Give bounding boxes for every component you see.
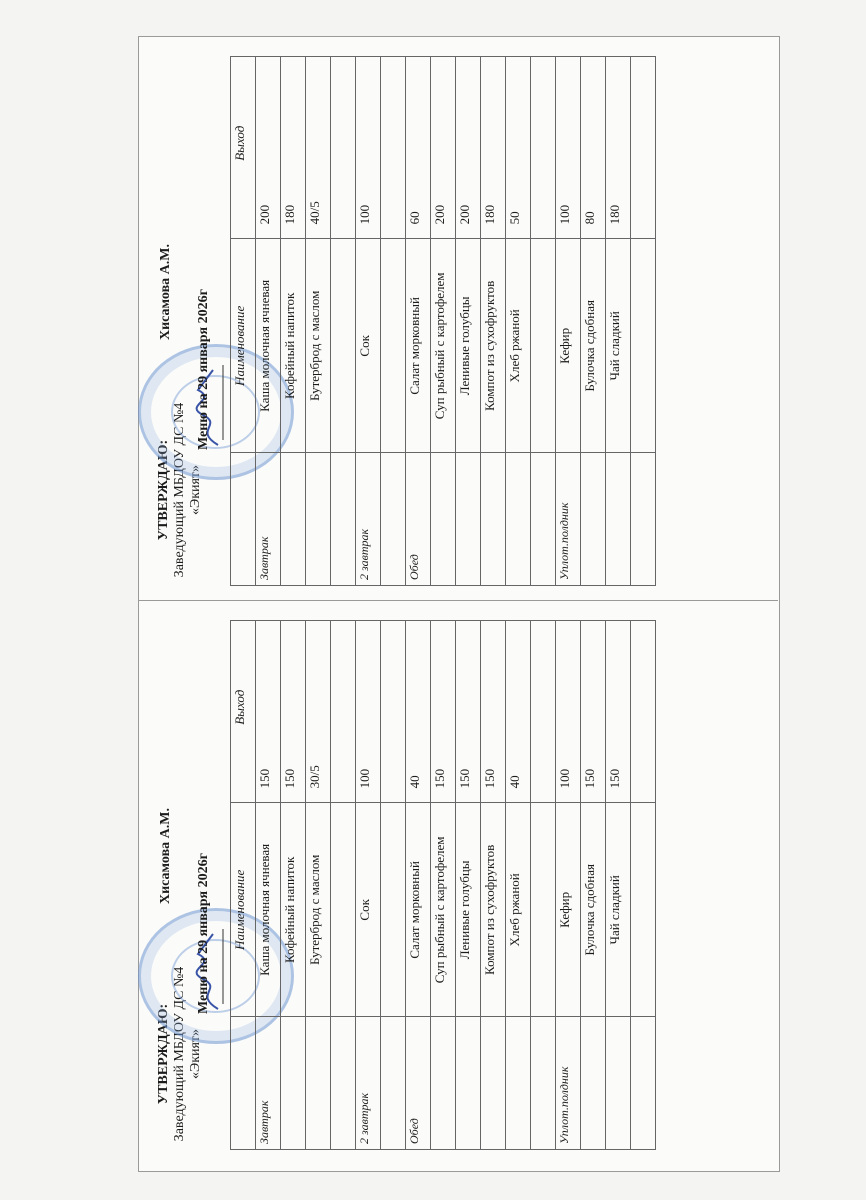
meal-cell [431,1017,456,1150]
meal-cell [581,453,606,586]
output-cell [531,57,556,239]
menu-table [230,620,656,1150]
meal-cell [531,453,556,586]
dish-cell: Компот из сухофруктов [481,803,506,1017]
output-cell: 50 [506,57,531,239]
output-cell: 150 [481,621,506,803]
dish-cell: Суп рыбный с картофелем [431,803,456,1017]
meal-cell [606,453,631,586]
meal-cell [381,1017,406,1150]
table-row [331,57,356,586]
menu-table [230,56,656,586]
output-cell: 180 [606,57,631,239]
table-row [331,621,356,1150]
meal-cell [481,453,506,586]
output-cell: 150 [256,621,281,803]
col-output-header: Выход [231,621,256,803]
meal-cell [631,1017,656,1150]
dish-cell: Кефир [556,239,581,453]
dish-cell: Компот из сухофруктов [481,239,506,453]
table-row [306,621,331,1150]
table-row [506,57,531,586]
output-cell: 30/5 [306,621,331,803]
table-row [506,621,531,1150]
table-row [281,57,306,586]
table-row [581,621,606,1150]
table-row [556,621,581,1150]
meal-cell [606,1017,631,1150]
menu-panel-older [138,40,778,600]
output-cell: 150 [606,621,631,803]
meal-cell [456,453,481,586]
page-divider [138,600,778,601]
output-cell [331,621,356,803]
dish-cell: Суп рыбный с картофелем [431,239,456,453]
dish-cell [631,803,656,1017]
meal-cell [581,1017,606,1150]
signer-name: Хисамова А.М. [158,244,173,340]
meal-cell [331,453,356,586]
menu-date: Меню на 29 января 2026г [196,853,211,1014]
dish-cell: Чай сладкий [606,803,631,1017]
table-row [381,621,406,1150]
col-meal-header [231,453,256,586]
signer-name: Хисамова А.М. [158,808,173,904]
dish-cell: Кефир [556,803,581,1017]
output-cell: 150 [281,621,306,803]
meal-cell [456,1017,481,1150]
output-cell: 200 [256,57,281,239]
output-cell: 40 [406,621,431,803]
output-cell [381,57,406,239]
dish-cell: Сок [356,239,381,453]
output-cell: 200 [431,57,456,239]
meal-cell: Уплот.полдник [556,453,581,586]
meal-cell [506,1017,531,1150]
table-row [256,621,281,1150]
output-cell [531,621,556,803]
table-row [406,57,431,586]
meal-cell [306,453,331,586]
table-row [256,57,281,586]
table-row [531,57,556,586]
output-cell: 100 [356,57,381,239]
table-row [631,621,656,1150]
dish-cell [331,803,356,1017]
dish-cell: Хлеб ржаной [506,239,531,453]
table-row [281,621,306,1150]
output-cell: 40 [506,621,531,803]
output-cell [631,621,656,803]
meal-cell [381,453,406,586]
meal-cell [506,453,531,586]
dish-cell: Салат морковный [406,239,431,453]
table-row [431,57,456,586]
meal-cell: Завтрак [256,453,281,586]
approval-position: Заведующий МБДОУ ДС №4 [172,402,187,578]
meal-cell: 2 завтрак [356,453,381,586]
col-output-header: Выход [231,57,256,239]
table-row [556,57,581,586]
output-cell: 60 [406,57,431,239]
output-cell: 150 [456,621,481,803]
meal-cell: Обед [406,1017,431,1150]
table-row [581,57,606,586]
output-cell: 100 [556,621,581,803]
output-cell: 200 [456,57,481,239]
meal-cell [631,453,656,586]
dish-cell [381,239,406,453]
dish-cell: Ленивые голубцы [456,803,481,1017]
dish-cell [331,239,356,453]
dish-cell: Ленивые голубцы [456,239,481,453]
dish-cell [631,239,656,453]
approval-heading: УТВЕРЖДАЮ: [156,1003,171,1105]
table-row [531,621,556,1150]
table-row [456,621,481,1150]
col-name-header: Наименование [231,803,256,1017]
approval-org: «Экият» [188,464,203,516]
approval-position: Заведующий МБДОУ ДС №4 [172,966,187,1142]
table-row [356,621,381,1150]
table-row [431,621,456,1150]
dish-cell: Бутерброд с маслом [306,803,331,1017]
dish-cell: Хлеб ржаной [506,803,531,1017]
meal-cell [281,453,306,586]
table-row [606,57,631,586]
output-cell: 180 [281,57,306,239]
meal-cell: Завтрак [256,1017,281,1150]
menu-date: Меню на 29 января 2026г [196,289,211,450]
col-name-header: Наименование [231,239,256,453]
output-cell [381,621,406,803]
dish-cell: Булочка сдобная [581,803,606,1017]
dish-cell: Каша молочная ячневая [256,803,281,1017]
table-row [306,57,331,586]
menu-panel-younger [138,604,778,1164]
table-row [356,57,381,586]
menu-body [256,621,656,1150]
meal-cell [331,1017,356,1150]
meal-cell [281,1017,306,1150]
meal-cell [306,1017,331,1150]
dish-cell: Сок [356,803,381,1017]
table-row [481,57,506,586]
output-cell [631,57,656,239]
output-cell: 100 [356,621,381,803]
dish-cell: Бутерброд с маслом [306,239,331,453]
output-cell [331,57,356,239]
dish-cell: Кофейный напиток [281,803,306,1017]
dish-cell [381,803,406,1017]
meal-cell [481,1017,506,1150]
dish-cell: Каша молочная ячневая [256,239,281,453]
col-meal-header [231,1017,256,1150]
dish-cell [531,239,556,453]
output-cell: 150 [431,621,456,803]
approval-heading: УТВЕРЖДАЮ: [156,439,171,541]
dish-cell [531,803,556,1017]
meal-cell: Уплот.полдник [556,1017,581,1150]
table-row [481,621,506,1150]
menu-body [256,57,656,586]
table-row [456,57,481,586]
table-row [631,57,656,586]
table-row [406,621,431,1150]
output-cell: 180 [481,57,506,239]
approval-org: «Экият» [188,1028,203,1080]
meal-cell: Обед [406,453,431,586]
table-row [381,57,406,586]
output-cell: 40/5 [306,57,331,239]
output-cell: 100 [556,57,581,239]
dish-cell: Салат морковный [406,803,431,1017]
output-cell: 80 [581,57,606,239]
output-cell: 150 [581,621,606,803]
meal-cell [431,453,456,586]
meal-cell [531,1017,556,1150]
table-row [606,621,631,1150]
dish-cell: Кофейный напиток [281,239,306,453]
dish-cell: Булочка сдобная [581,239,606,453]
dish-cell: Чай сладкий [606,239,631,453]
meal-cell: 2 завтрак [356,1017,381,1150]
